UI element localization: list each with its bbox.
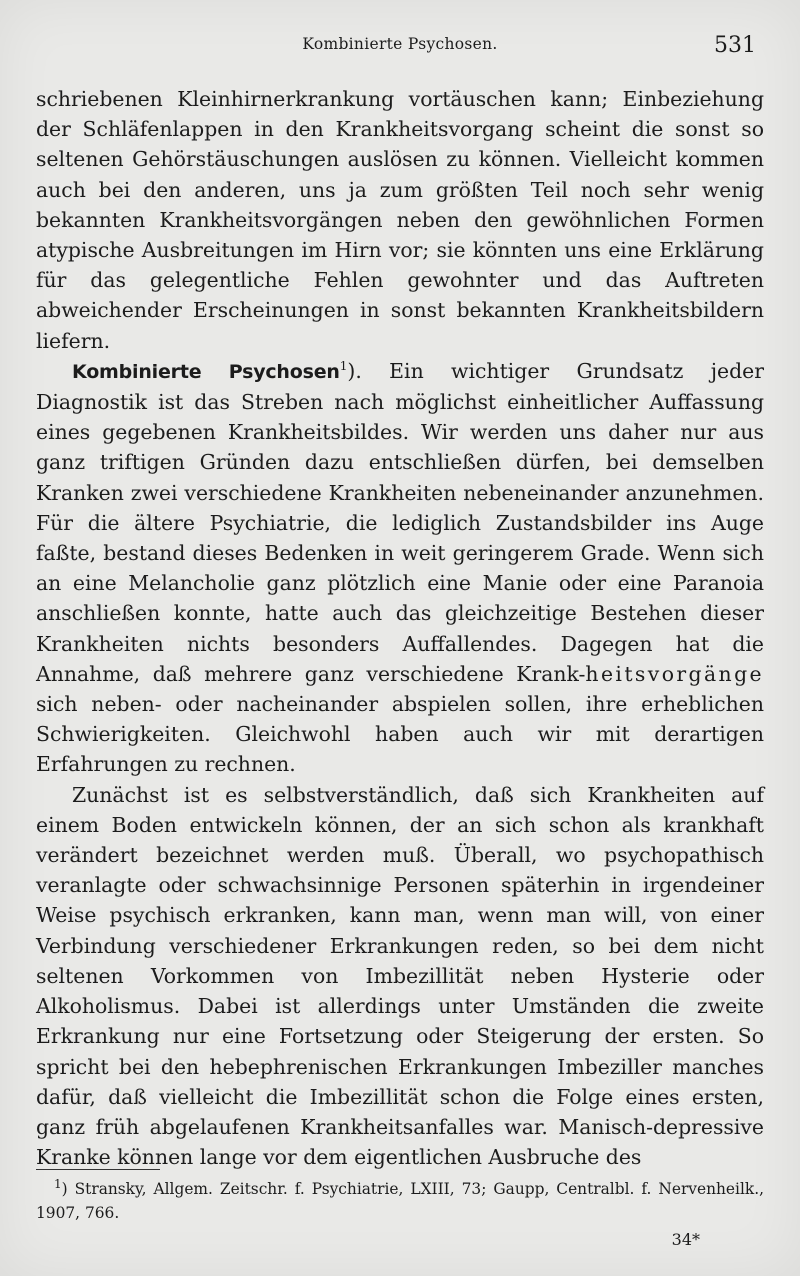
running-title: Kombinierte Psychosen. bbox=[302, 35, 498, 53]
paragraph-2-end: sich neben- oder nacheinander abspielen sollen, ihre erheblichen Schwierigkeiten. Gleichwohl haben auch wir mit derartigen Erfahrungen zu rechnen. bbox=[36, 692, 764, 777]
paragraph-2 bbox=[36, 356, 764, 780]
section-heading: Kombinierte Psychosen bbox=[72, 360, 340, 383]
paragraph-1: schriebenen Kleinhirnerkrankung vortäuschen kann; Einbeziehung der Schläfenlappen in den Krankheitsvorgang scheint die sonst so seltenen Gehörstäuschungen auslösen zu können. Vielleicht kommen auch bei den anderen, uns ja zum größten Teil noch sehr wenig bekannten Krankheitsvorgängen neben den gewöhnlichen Formen atypische Ausbreitungen im Hirn vor; sie könnten uns eine Erklärung für das gelegentliche Fehlen gewohnter und das Auftreten abweichender Erscheinungen in sonst bekannten Krankheitsbildern liefern. bbox=[36, 87, 764, 353]
footnote-text: ) Stransky, Allgem. Zeitschr. f. Psychiatrie, LXIII, 73; Gaupp, Centralbl. f. Nervenheilk., 1907, 766. bbox=[36, 1180, 764, 1222]
paragraph-2-text: ). Ein wichtiger Grundsatz jeder Diagnostik ist das Streben nach möglichst einheitlicher Auffassung eines gegebenen Krankheitsbildes. Wir werden uns daher nur aus ganz triftigen Gründen dazu entschließen dürfen, bei demselben Kranken zwei verschiedene Krankheiten nebeneinander anzunehmen. Für die ältere Psychiatrie, die lediglich Zustandsbilder ins Auge faßte, bestand dieses Bedenken in weit geringerem Grade. Wenn sich an eine Melancholie ganz plötzlich eine Manie oder eine Paranoia anschließen konnte, hatte auch das gleichzeitige Bestehen dieser Krankheiten nichts besonders Auffallendes. Dagegen hat die Annahme, daß mehrere ganz verschiedene Krank- bbox=[36, 358, 764, 686]
page-number: 531 bbox=[714, 33, 756, 58]
footnote-rule bbox=[36, 1169, 160, 1170]
emphasized-word: heitsvorgänge bbox=[585, 661, 764, 686]
printer-signature: 34* bbox=[671, 1230, 700, 1249]
paragraph-3: Zunächst ist es selbstverständlich, daß sich Krankheiten auf einem Boden entwickeln können, der an sich schon als krankhaft verändert bezeichnet werden muß. Überall, wo psychopathisch veranlagte oder schwachsinnige Personen späterhin in irgendeiner Weise psychisch erkranken, kann man, wenn man will, von einer Verbindung verschiedener Erkrankungen reden, so bei dem nicht seltenen Vorkommen von Imbezillität neben Hysterie oder Alkoholismus. Dabei ist allerdings unter Umständen die zweite Erkrankung nur eine Fortsetzung oder Steigerung der ersten. So spricht bei den hebephrenischen Erkrankungen Imbeziller manches dafür, daß vielleicht die Imbezillität schon die Folge eines ersten, ganz früh abgelaufenen Krankheitsanfalles war. Manisch-depressive Kranke können lange vor dem eigentlichen Ausbruche des bbox=[36, 782, 764, 1170]
footnote-marker: 1 bbox=[54, 1176, 62, 1191]
body-text bbox=[36, 84, 764, 1172]
footnote bbox=[36, 1177, 764, 1225]
footnote-reference: 1 bbox=[339, 359, 348, 374]
running-head bbox=[0, 33, 800, 57]
